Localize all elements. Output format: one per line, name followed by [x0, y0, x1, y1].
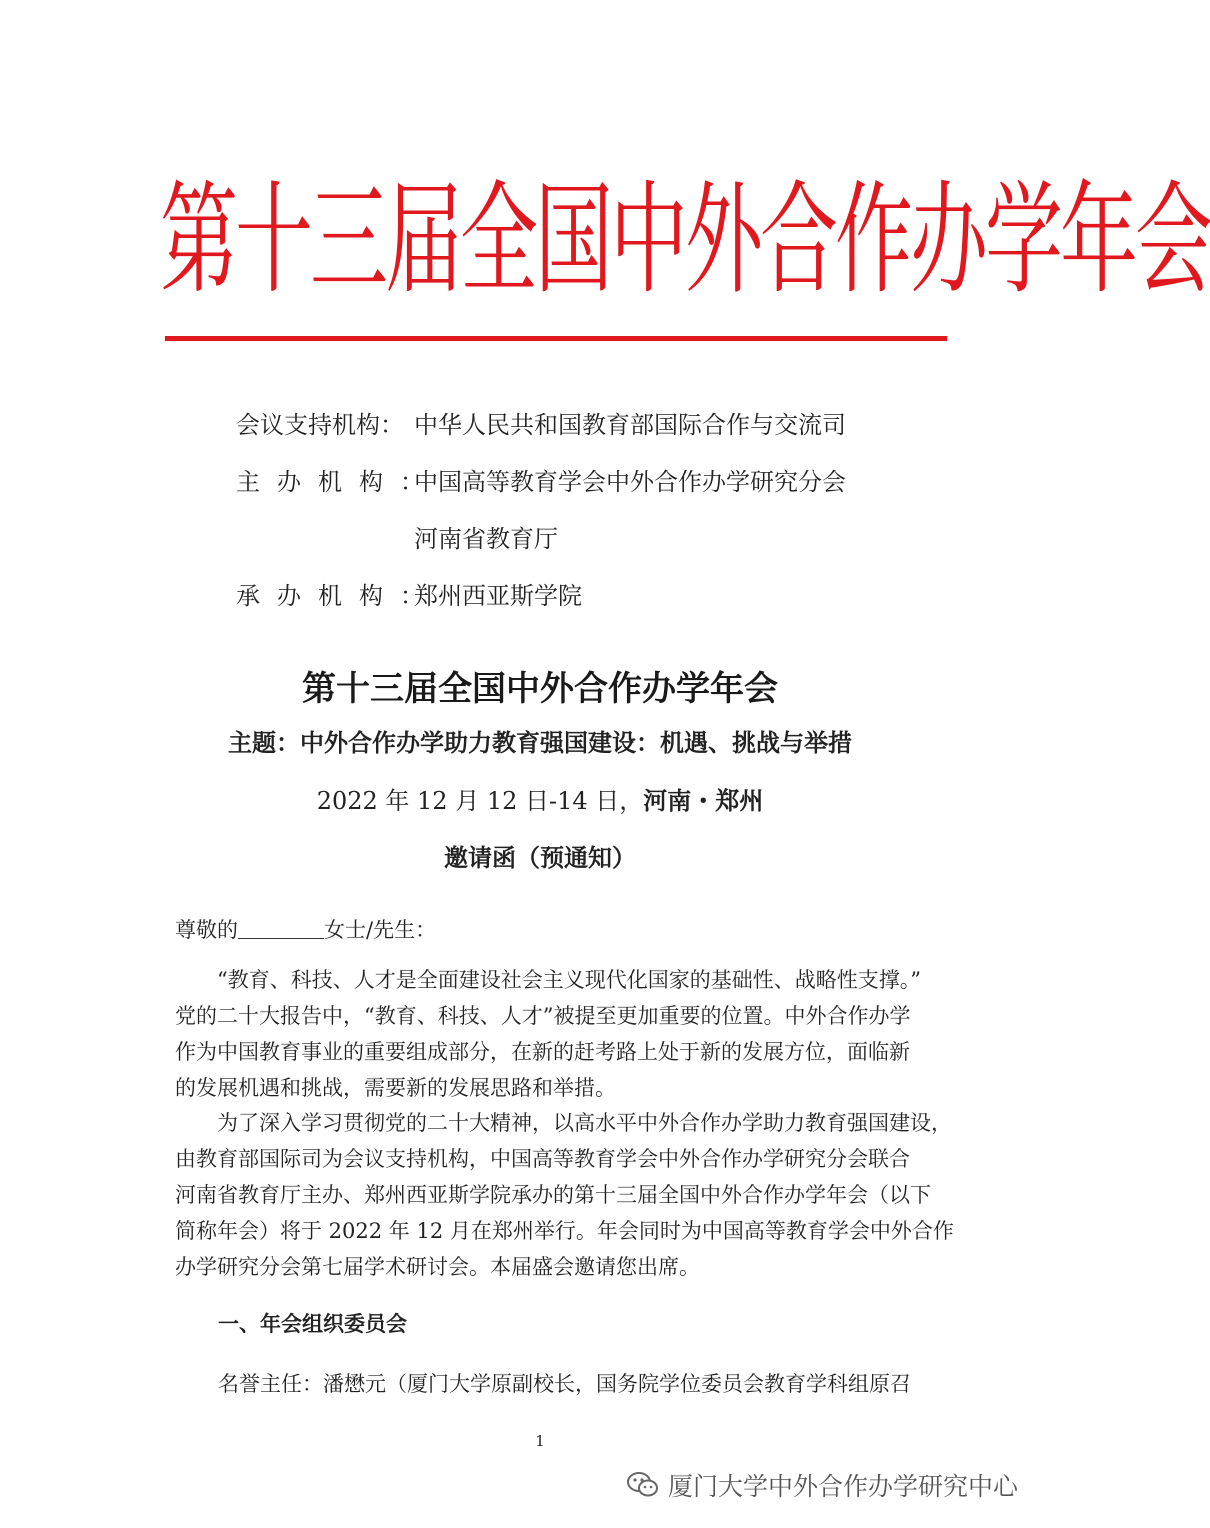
organizer-label: 主办机构： — [236, 468, 441, 496]
conference-title: 第十三届全国中外合作办学年会 — [302, 669, 778, 709]
organizer-row-cohost — [236, 523, 558, 555]
salutation — [175, 912, 945, 948]
paragraph-line: 作为中国教育事业的重要组成部分，在新的赶考路上处于新的发展方位，面临新 — [175, 1040, 910, 1064]
watermark-text: 厦门大学中外合作办学研究中心 — [668, 1472, 1019, 1501]
paragraph-line: 办学研究分会第七届学术研讨会。本届盛会邀请您出席。 — [175, 1255, 700, 1279]
organizer-label: 会议支持机构： — [236, 411, 404, 439]
page-number: 1 — [535, 1432, 545, 1450]
paragraph-line: 的发展机遇和挑战，需要新的发展思路和举措。 — [175, 1076, 616, 1100]
conference-location: 河南・郑州 — [643, 787, 764, 815]
organizer-value: 中国高等教育学会中外合作办学研究分会 — [414, 468, 846, 496]
section-heading: 一、年会组织委员会 — [218, 1312, 407, 1336]
organizer-label: 承办机构： — [236, 582, 441, 610]
wechat-icon — [626, 1470, 660, 1500]
organizer-value: 中华人民共和国教育部国际合作与交流司 — [414, 411, 846, 439]
paragraph-line: 党的二十大报告中，“教育、科技、人才”被提至更加重要的位置。中外合作办学 — [175, 1004, 911, 1028]
salutation-prefix: 尊敬的 — [175, 918, 238, 942]
organizer-value: 郑州西亚斯学院 — [414, 582, 582, 610]
letterhead-title: 第十三届全国中外合作办学年会 — [160, 171, 1210, 312]
paragraph-2 — [175, 1105, 954, 1285]
organizer-row-host — [236, 466, 846, 498]
organizer-value: 河南省教育厅 — [414, 525, 558, 553]
watermark — [626, 1465, 1056, 1505]
conference-theme: 主题：中外合作办学助力教育强国建设：机遇、挑战与举措 — [228, 729, 852, 757]
conference-date: 2022 年 12 月 12 日-14 日， — [316, 787, 644, 815]
paragraph-line: 为了深入学习贯彻党的二十大精神，以高水平中外合作办学助力教育强国建设， — [217, 1111, 952, 1135]
organizer-row-organizer — [236, 580, 582, 612]
invitation-heading: 邀请函（预通知） — [444, 844, 636, 872]
paragraph-line: 由教育部国际司为会议支持机构，中国高等教育学会中外合作办学研究分会联合 — [175, 1147, 910, 1171]
salutation-blank — [238, 918, 324, 939]
organizer-row-support — [236, 409, 846, 441]
paragraph-line: “教育、科技、人才是全面建设社会主义现代化国家的基础性、战略性支撑。” — [217, 968, 921, 992]
salutation-suffix: 女士/先生： — [324, 918, 437, 942]
paragraph-1 — [175, 962, 945, 1106]
honorary-chair: 名誉主任：潘懋元（厦门大学原副校长，国务院学位委员会教育学科组原召 — [218, 1372, 911, 1396]
paragraph-line: 简称年会）将于 2022 年 12 月在郑州举行。年会同时为中国高等教育学会中外合作 — [175, 1219, 954, 1243]
conference-date-location — [0, 781, 1080, 816]
letterhead-rule — [165, 336, 947, 341]
paragraph-line: 河南省教育厅主办、郑州西亚斯学院承办的第十三届全国中外合作办学年会（以下 — [175, 1183, 931, 1207]
